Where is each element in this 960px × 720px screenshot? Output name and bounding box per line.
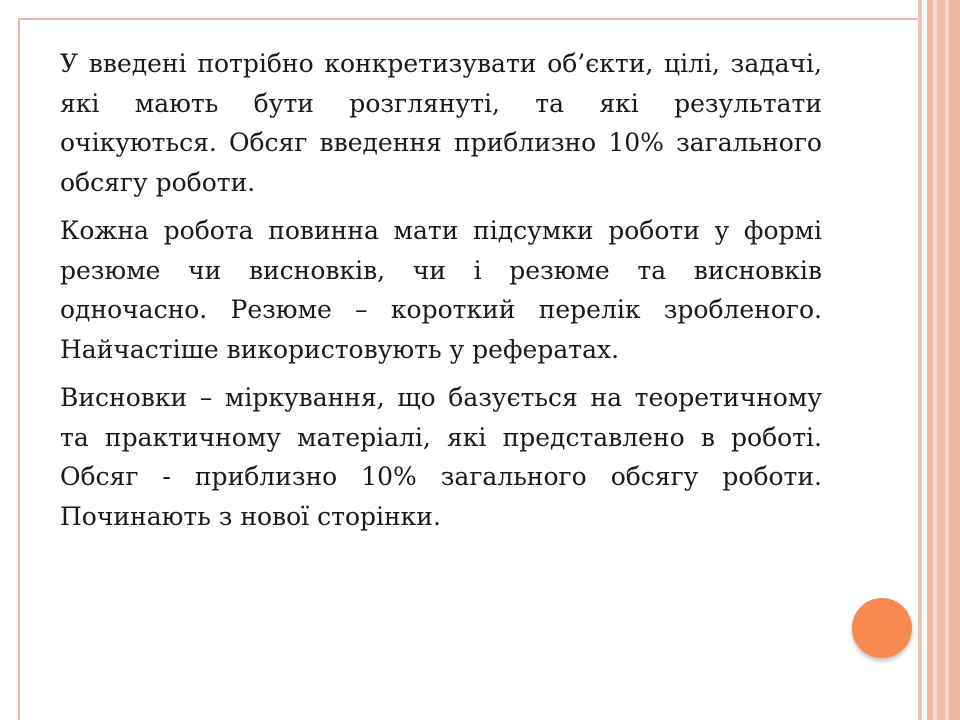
frame-left-border <box>18 18 20 720</box>
decorative-stripe <box>937 0 945 720</box>
slide-content <box>60 44 822 545</box>
frame-top-border <box>18 18 918 20</box>
paragraph-conclusions: Висновки – міркування, що базується на теоретичному та практичному матеріалі, які представлено в роботі. Обсяг - приблизно 10% загального обсягу роботи. Починають з нової сторінки. <box>60 383 822 531</box>
paragraph-summary: Кожна робота повинна мати підсумки роботи у формі резюме чи висновків, чи і резюме та висновків одночасно. Резюме – короткий перелік зробленого. Найчастіше використовують у рефератах. <box>60 216 822 364</box>
decorative-stripe <box>949 0 960 720</box>
decorative-circle <box>852 598 912 658</box>
paragraph-introduction: У введені потрібно конкретизувати об’єкти, цілі, задачі, які мають бути розглянуті, та які результати очікуються. Обсяг введення приблизно 10% загального обсягу роботи. <box>60 49 822 197</box>
